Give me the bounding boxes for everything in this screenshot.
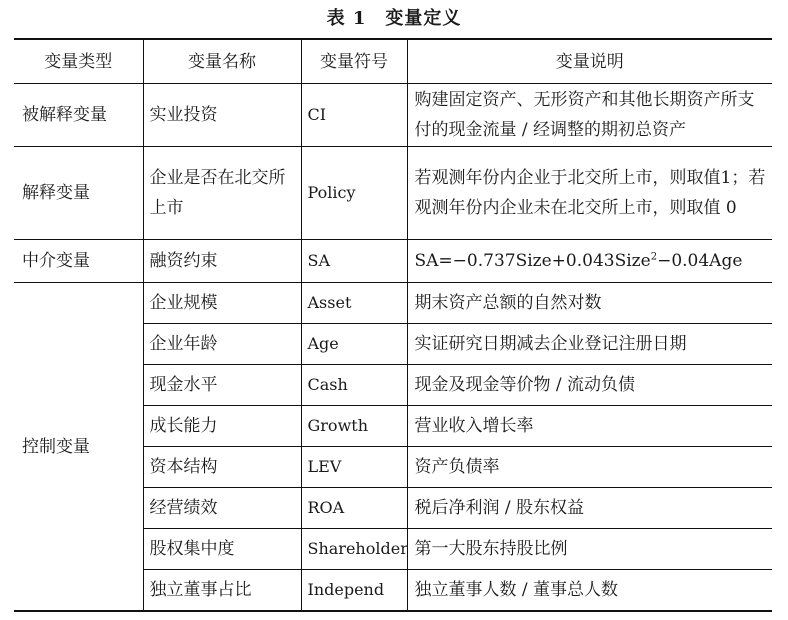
variable-symbol-cell: ROA bbox=[301, 488, 407, 529]
variable-symbol-cell: Asset bbox=[301, 283, 407, 324]
table-row bbox=[14, 84, 772, 147]
variable-type-cell: 被解释变量 bbox=[14, 84, 143, 147]
variable-name-cell: 现金水平 bbox=[143, 365, 301, 406]
variable-description-cell: 购建固定资产、无形资产和其他长期资产所支付的现金流量 / 经调整的期初总资产 bbox=[407, 84, 772, 147]
formula-part: SA=−0.737Size+0.043Size bbox=[414, 251, 651, 271]
variable-symbol-cell: Cash bbox=[301, 365, 407, 406]
header-variable-description: 变量说明 bbox=[407, 39, 772, 84]
variable-type-cell: 控制变量 bbox=[14, 283, 143, 612]
variable-description-cell: 资产负债率 bbox=[407, 447, 772, 488]
formula-part: −0.04Age bbox=[657, 251, 743, 271]
variable-description-cell: 实证研究日期减去企业登记注册日期 bbox=[407, 324, 772, 365]
header-variable-type: 变量类型 bbox=[14, 39, 143, 84]
variable-description-cell: 第一大股东持股比例 bbox=[407, 529, 772, 570]
table-header-row bbox=[14, 39, 772, 84]
variable-description-cell: 税后净利润 / 股东权益 bbox=[407, 488, 772, 529]
variable-description-cell bbox=[407, 240, 772, 283]
variable-name-cell: 融资约束 bbox=[143, 240, 301, 283]
variable-symbol-cell: Growth bbox=[301, 406, 407, 447]
variable-name-cell: 企业是否在北交所上市 bbox=[143, 147, 301, 240]
variable-name-cell: 企业规模 bbox=[143, 283, 301, 324]
header-variable-symbol: 变量符号 bbox=[301, 39, 407, 84]
table-row bbox=[14, 283, 772, 324]
variable-description-cell: 期末资产总额的自然对数 bbox=[407, 283, 772, 324]
formula-exponent: 2 bbox=[650, 251, 658, 263]
variable-name-cell: 企业年龄 bbox=[143, 324, 301, 365]
table-row bbox=[14, 240, 772, 283]
variable-name-cell: 经营绩效 bbox=[143, 488, 301, 529]
variable-name-cell: 股权集中度 bbox=[143, 529, 301, 570]
header-variable-name: 变量名称 bbox=[143, 39, 301, 84]
variable-symbol-cell: SA bbox=[301, 240, 407, 283]
variable-description-cell: 营业收入增长率 bbox=[407, 406, 772, 447]
variable-type-cell: 解释变量 bbox=[14, 147, 143, 240]
variable-symbol-cell: Policy bbox=[301, 147, 407, 240]
variable-name-cell: 成长能力 bbox=[143, 406, 301, 447]
variable-name-cell: 实业投资 bbox=[143, 84, 301, 147]
variable-definition-table bbox=[14, 38, 772, 612]
variable-symbol-cell: CI bbox=[301, 84, 407, 147]
table-row bbox=[14, 147, 772, 240]
variable-type-cell: 中介变量 bbox=[14, 240, 143, 283]
variable-symbol-cell: Independ bbox=[301, 570, 407, 612]
variable-description-cell: 现金及现金等价物 / 流动负债 bbox=[407, 365, 772, 406]
variable-symbol-cell: Age bbox=[301, 324, 407, 365]
table-title: 表 1 变量定义 bbox=[326, 8, 462, 29]
variable-name-cell: 独立董事占比 bbox=[143, 570, 301, 612]
variable-description-cell: 独立董事人数 / 董事总人数 bbox=[407, 570, 772, 612]
variable-symbol-cell: Shareholder bbox=[301, 529, 407, 570]
variable-description-cell: 若观测年份内企业于北交所上市，则取值1；若观测年份内企业未在北交所上市，则取值 0 bbox=[407, 147, 772, 240]
variable-name-cell: 资本结构 bbox=[143, 447, 301, 488]
variable-symbol-cell: LEV bbox=[301, 447, 407, 488]
